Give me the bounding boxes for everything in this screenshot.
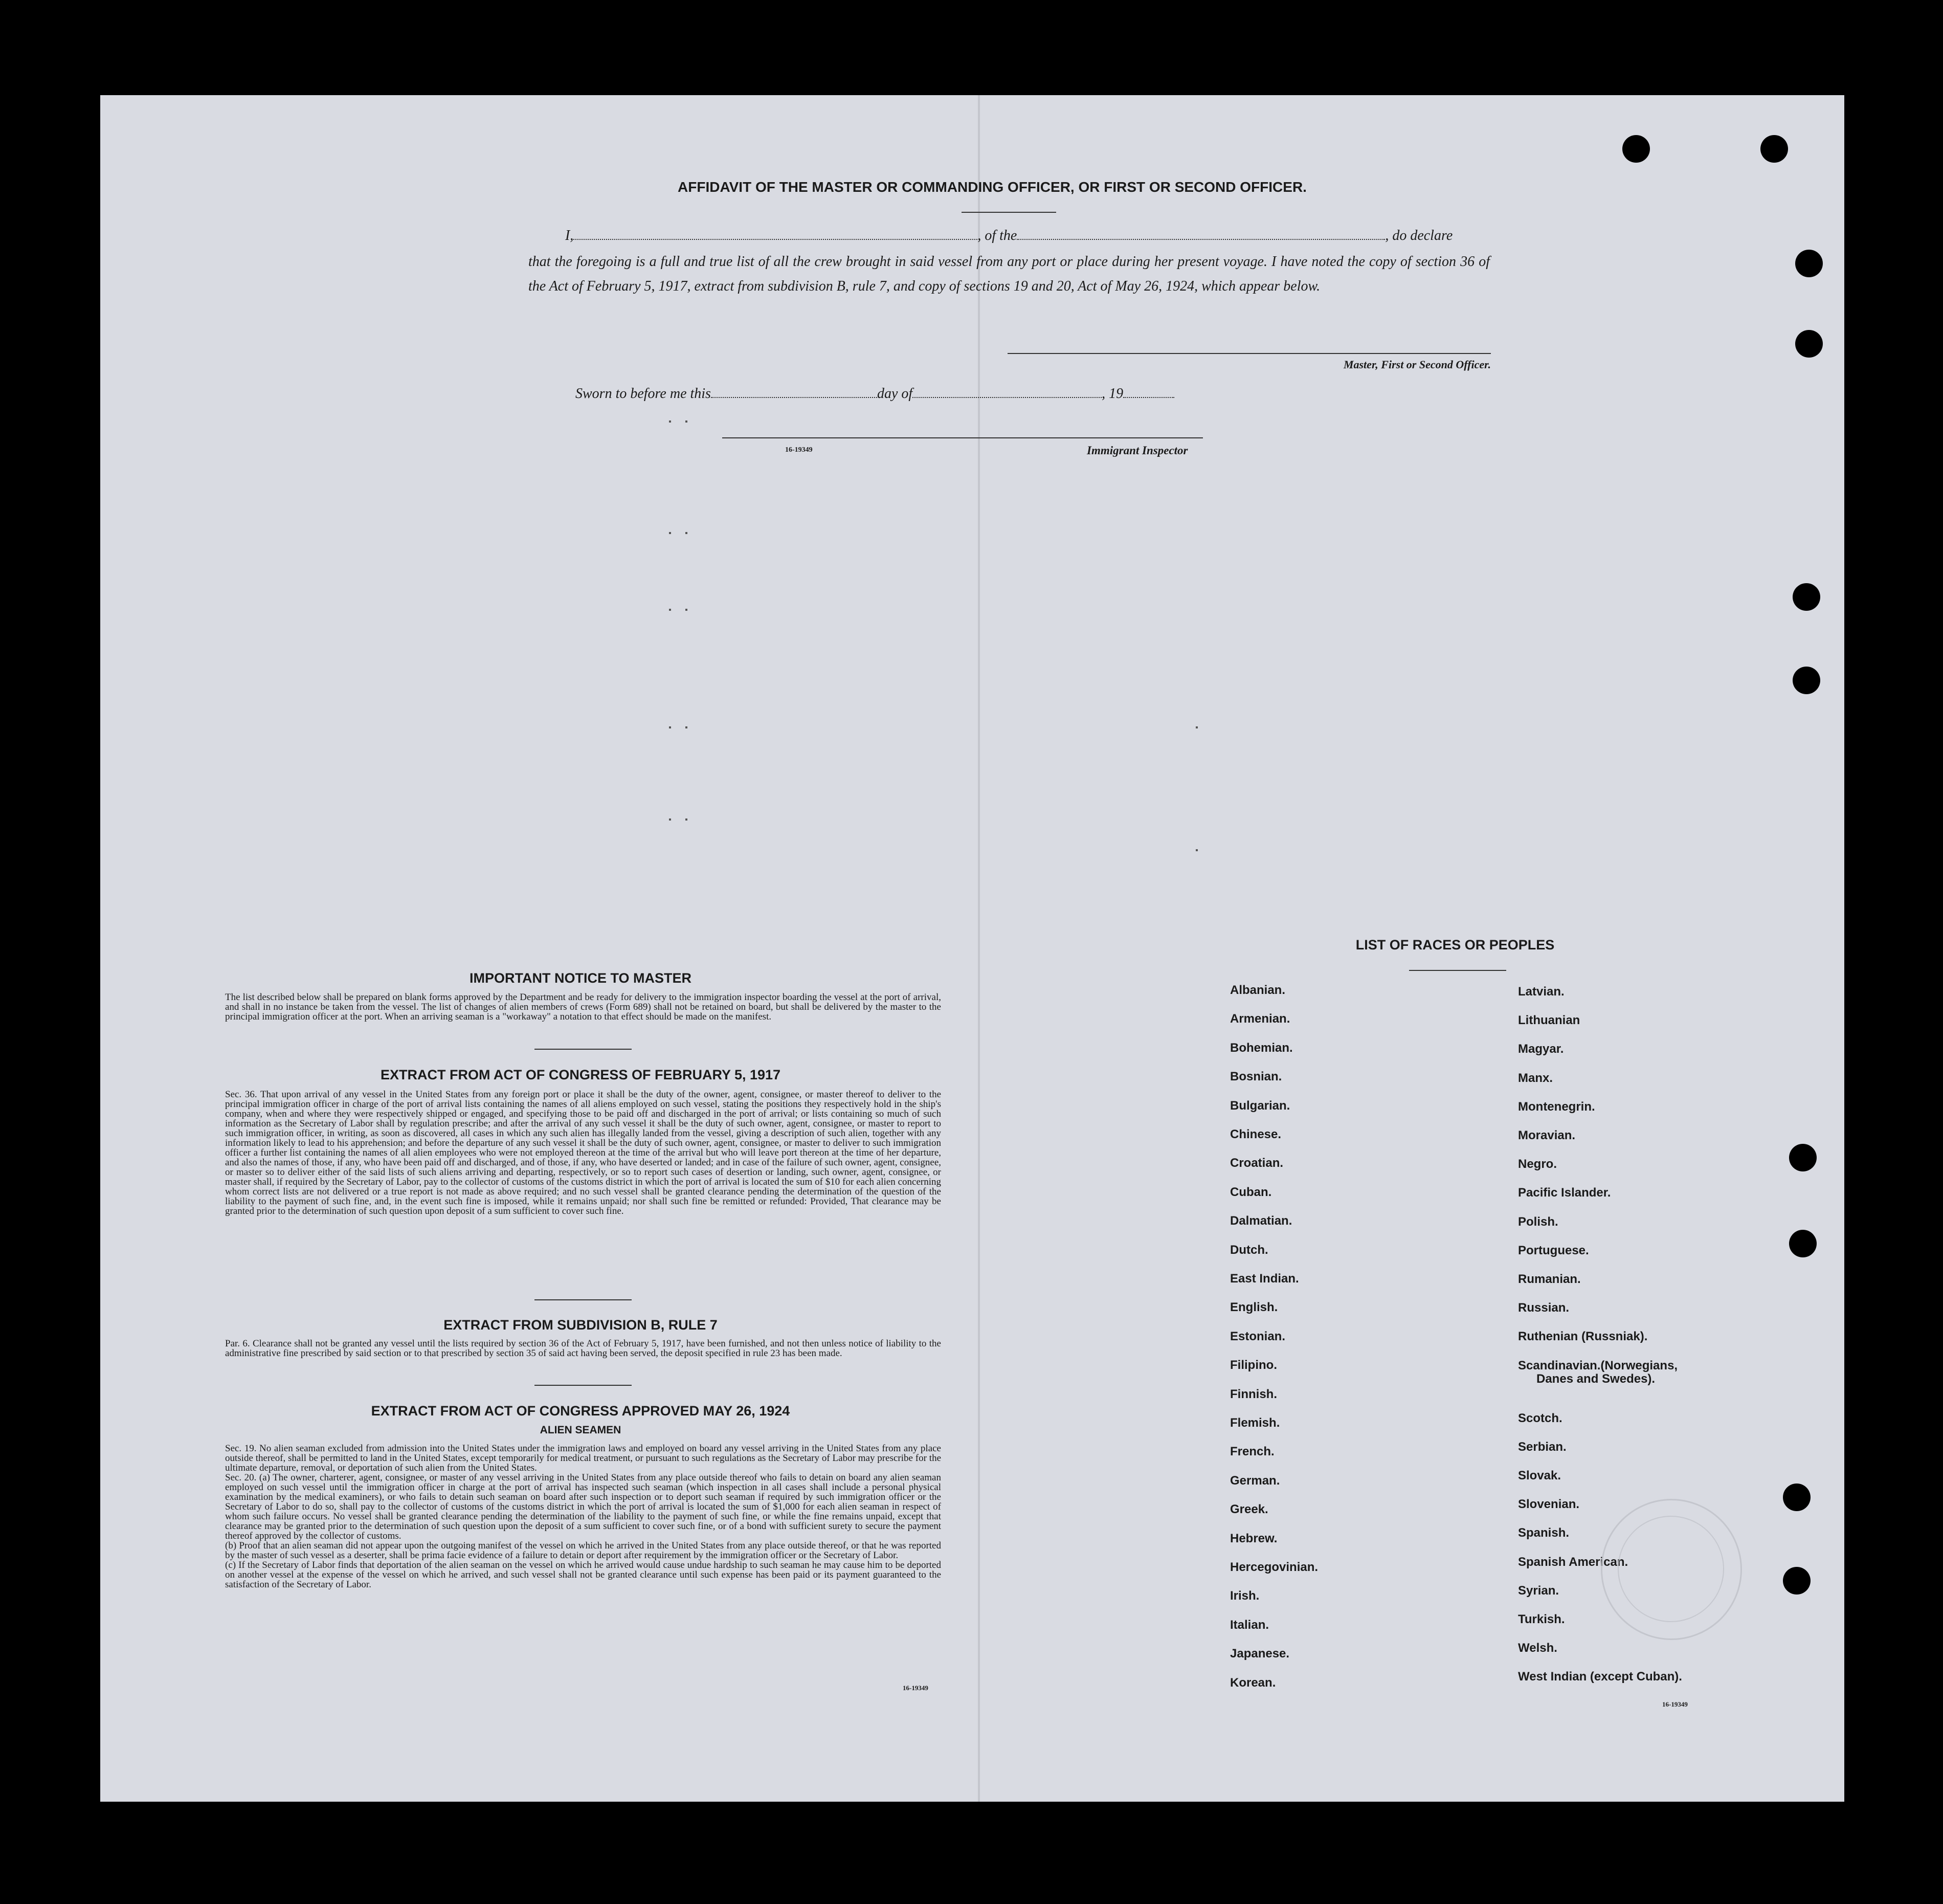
races-form-number: 16-19349: [1662, 1700, 1688, 1708]
punch-hole: [1793, 667, 1820, 694]
master-signature-line[interactable]: [1008, 353, 1491, 354]
divider: [534, 1049, 632, 1050]
race-item: Pacific Islander.: [1518, 1186, 1611, 1200]
race-item: Serbian.: [1518, 1440, 1567, 1454]
dot-mark: [669, 818, 671, 821]
extract-1924-text: [225, 1444, 941, 1589]
punch-hole: [1622, 135, 1650, 163]
punch-hole: [1760, 135, 1788, 163]
declaration-of-the: , of the: [977, 228, 1017, 243]
race-item: Scotch.: [1518, 1411, 1562, 1425]
race-item: Hercegovinian.: [1230, 1560, 1319, 1574]
race-item: Dutch.: [1230, 1243, 1268, 1257]
dot-mark: [685, 609, 687, 611]
punch-hole: [1789, 1144, 1817, 1171]
race-item: English.: [1230, 1300, 1278, 1315]
inspector-signature-line[interactable]: [722, 437, 1203, 438]
sworn-month-blank[interactable]: [912, 396, 1102, 398]
race-item: Welsh.: [1518, 1641, 1557, 1655]
dot-mark: [1196, 726, 1198, 728]
dot-mark: [685, 532, 687, 534]
race-item: Bosnian.: [1230, 1070, 1282, 1084]
race-item: Hebrew.: [1230, 1531, 1278, 1545]
race-item: Ruthenian (Russniak).: [1518, 1330, 1648, 1344]
punch-hole: [1795, 250, 1823, 277]
sec-20b-text: (b) Proof that an alien seaman did not appear upon the outgoing manifest of the vessel on which he arrived in the United States from any place outside thereof, or that he was reported by the master of such vessel as a deserter, shall be prima facie evidence of a failure to detain or deport after requirement by the immigration officer or the Secretary of Labor.: [225, 1540, 941, 1561]
race-item: Portuguese.: [1518, 1243, 1589, 1257]
race-item: Slovak.: [1518, 1469, 1561, 1482]
extract-1917-text: Sec. 36. That upon arrival of any vessel in the United States from any foreign port or place it shall be the duty of the owner, agent, consignee, or master thereof to deliver to the principal immigration officer in charge of the port of arrival lists containing the names of all aliens employed on such vessel, stating the positions they respectively hold in the ship's company, when and where they were respectively shipped or engaged, and specifying those to be paid off and discharged in the port of arrival; or lists containing so much of such information as the Secretary of Labor shall by regulation prescribe; and after the arrival of any such vessel it shall be the duty of such owner, agent, consignee, or master to report to such immigration officer, in writing, as soon as discovered, all cases in which any such alien has illegally landed from the vessel, giving a description of such alien, together with any information likely to lead to his apprehension; and before the departure of any such vessel it shall be the duty of such owner, agent, consignee, or master to deliver to such immigration officer a further list containing the names of all alien employees who were not employed thereon at the time of the arrival but who will leave port thereon at the time of her departure, and also the names of those, if any, who have been paid off and discharged, and of those, if any, who have deserted or landed; and in case of the failure of such owner, agent, consignee, or master so to deliver either of the said lists of such aliens arriving and departing, respectively, or so to report such cases of desertion or landing, such owner, agent, consignee, or master shall, if required by the Secretary of Labor, pay to the collector of customs of the customs district in which the port of arrival is located the sum of $10 for each alien concerning whom correct lists are not delivered or a true report is not made as above required; and no such vessel shall be granted clearance pending the determination of the question of the liability to the payment of such fine, and, in the event such fine is imposed, while it remains unpaid; nor shall such fine be remitted or refunded: Provided, That clearance may be granted prior to the determination of such question upon deposit of a sum sufficient to cover such fine.: [225, 1089, 941, 1216]
race-item: Moravian.: [1518, 1128, 1576, 1142]
sworn-prefix: Sworn to before me this: [575, 386, 711, 402]
races-title: LIST OF RACES OR PEOPLES: [1355, 937, 1555, 953]
dot-mark: [669, 420, 671, 423]
race-item: Flemish.: [1230, 1416, 1280, 1430]
race-item-continuation: Danes and Swedes).: [1536, 1371, 1656, 1386]
race-item: Filipino.: [1230, 1358, 1277, 1372]
race-item: Estonian.: [1230, 1329, 1286, 1343]
race-item: Slovenian.: [1518, 1497, 1580, 1512]
title-underline: [962, 212, 1056, 213]
name-blank[interactable]: [573, 238, 977, 240]
declaration-line: [565, 228, 1491, 244]
inspector-label: Immigrant Inspector: [1087, 444, 1188, 457]
sworn-year: , 19: [1102, 386, 1124, 402]
notice-text: The list described below shall be prepared on blank forms approved by the Department and be ready for delivery to the immigration inspector boarding the vessel at the port of arrival, and shall in no instance be taken from the vessel. The list of changes of alien members of crews (Form 689) shall not be retained on board, but shall be delivered by the master to the principal immigration officer at the port. When an arriving seaman is a "workaway" a notation to that effect should be made on the manifest.: [225, 992, 941, 1022]
affidavit-title: AFFIDAVIT OF THE MASTER OR COMMANDING OFFICER, OR FIRST OR SECOND OFFICER.: [678, 179, 1307, 195]
declaration-i: I,: [565, 228, 574, 243]
sec-20a-text: Sec. 20. (a) The owner, charterer, agent, consignee, or master of any vessel arriving in the United States from any place outside thereof who fails to detain on board any alien seaman employed on such vessel until the immigration officer in charge at the port of arrival has inspected such seaman (which inspection in all cases shall include a personal physical examination by the medical examiners), or who fails to detain such seaman on board after such inspection or to deport such seaman if required by such immigration officer or the Secretary of Labor to do so, shall pay to the collector of customs of the customs district in which the port of arrival is located the sum of $1,000 for each alien seaman in respect of whom such failure occurs. No vessel shall be granted clearance pending the determination of the liability to the payment of such fine, or while the fine remains unpaid, except that clearance may be granted prior to the determination of such question upon the deposit of a sum sufficient to cover such fine, or of a bond with sufficient surety to secure the payment thereof approved by the collector of customs.: [225, 1472, 941, 1541]
race-item: Irish.: [1230, 1589, 1260, 1603]
race-item: Latvian.: [1518, 985, 1565, 999]
master-signature-label: Master, First or Second Officer.: [1343, 358, 1491, 371]
dot-mark: [685, 726, 687, 728]
sworn-day-of: day of: [877, 386, 913, 402]
rule7-title: EXTRACT FROM SUBDIVISION B, RULE 7: [443, 1317, 718, 1333]
seal-watermark: [1601, 1499, 1742, 1640]
race-item: Manx.: [1518, 1071, 1553, 1085]
sec-20c-text: (c) If the Secretary of Labor finds that deportation of the alien seaman on the vessel on which he arrived would cause undue hardship to such seaman he may cause him to be deported on another vessel at the expense of the vessel on which he arrived, and such vessel shall not be granted clearance until such expense has been paid or its payment guaranteed to the satisfaction of the Secretary of Labor.: [225, 1560, 941, 1590]
extract-1924-title: EXTRACT FROM ACT OF CONGRESS APPROVED MAY 26, 1924: [371, 1403, 790, 1419]
races-underline: [1409, 970, 1506, 971]
race-item: Finnish.: [1230, 1387, 1277, 1401]
race-item: Japanese.: [1230, 1647, 1290, 1661]
punch-hole: [1783, 1484, 1811, 1511]
race-item: Chinese.: [1230, 1127, 1282, 1141]
declaration-do-declare: , do declare: [1385, 228, 1453, 243]
race-item: Spanish.: [1518, 1526, 1570, 1540]
dot-mark: [669, 609, 671, 611]
race-item: Croatian.: [1230, 1156, 1284, 1170]
dot-mark: [669, 532, 671, 534]
dot-mark: [669, 726, 671, 728]
race-item: Rumanian.: [1518, 1272, 1581, 1286]
race-item: Turkish.: [1518, 1612, 1565, 1626]
race-item: Syrian.: [1518, 1583, 1559, 1598]
race-item: French.: [1230, 1445, 1275, 1459]
divider: [534, 1385, 632, 1386]
alien-seamen-subtitle: ALIEN SEAMEN: [540, 1424, 621, 1436]
race-item: Bulgarian.: [1230, 1098, 1290, 1113]
punch-hole: [1789, 1230, 1817, 1257]
race-item: Bohemian.: [1230, 1040, 1293, 1055]
race-item: East Indian.: [1230, 1272, 1299, 1286]
race-item: German.: [1230, 1473, 1280, 1488]
rule7-text: Par. 6. Clearance shall not be granted any vessel until the lists required by section 36 of the Act of February 5, 1917, have been furnished, and not then unless notice of liability to the administrative fine prescribed by said section or to that prescribed by section 35 of said act having been served, the deposit specified in rule 23 has been made.: [225, 1338, 941, 1359]
race-item: Russian.: [1518, 1301, 1570, 1315]
race-item: Cuban.: [1230, 1185, 1272, 1199]
vessel-blank[interactable]: [1017, 238, 1385, 240]
race-item: Lithuanian: [1518, 1013, 1580, 1028]
race-item: Greek.: [1230, 1502, 1268, 1517]
sworn-day-blank[interactable]: [711, 396, 877, 398]
race-item: Armenian.: [1230, 1012, 1290, 1026]
sworn-line: [575, 386, 1240, 402]
race-item: West Indian (except Cuban).: [1518, 1670, 1682, 1684]
extract-1917-title: EXTRACT FROM ACT OF CONGRESS OF FEBRUARY 5, 1917: [380, 1067, 781, 1082]
dot-mark: [685, 420, 687, 423]
punch-hole: [1795, 330, 1823, 358]
punch-hole: [1793, 583, 1820, 611]
race-item: Spanish American.: [1518, 1555, 1628, 1569]
affidavit-body: that the foregoing is a full and true list of all the crew brought in said vessel from any port or place during her present voyage. I have noted the copy of section 36 of the Act of February 5, 1917, extract from subdivision B, rule 7, and copy of sections 19 and 20, Act of May 26, 1924, which appear below.: [528, 254, 1490, 294]
divider: [534, 1299, 632, 1300]
punch-hole: [1783, 1567, 1811, 1595]
sworn-year-blank[interactable]: [1123, 396, 1174, 398]
race-item: Montenegrin.: [1518, 1099, 1595, 1114]
affidavit-form-number: 16-19349: [785, 446, 813, 454]
race-item: Negro.: [1518, 1157, 1557, 1171]
page-fold: [978, 95, 980, 1802]
race-item: Albanian.: [1230, 983, 1286, 997]
dot-mark: [685, 818, 687, 821]
race-item: Magyar.: [1518, 1042, 1564, 1056]
dot-mark: [1196, 849, 1198, 851]
race-item: Korean.: [1230, 1675, 1276, 1690]
sec-19-text: Sec. 19. No alien seaman excluded from admission into the United States under the immigration laws and employed on board any vessel arriving in the United States from any place outside thereof, shall be permitted to land in the United States, except temporarily for medical treatment, or pursuant to such regulations as the Secretary of Labor may prescribe for the ultimate departure, removal, or deportation of such alien from the United States.: [225, 1443, 941, 1473]
race-item: Polish.: [1518, 1214, 1558, 1229]
race-item: Dalmatian.: [1230, 1214, 1292, 1228]
race-item: Italian.: [1230, 1618, 1269, 1632]
race-item: Scandinavian.(Norwegians,: [1518, 1358, 1678, 1372]
extract-form-number: 16-19349: [903, 1684, 928, 1692]
notice-title: IMPORTANT NOTICE TO MASTER: [470, 970, 691, 986]
